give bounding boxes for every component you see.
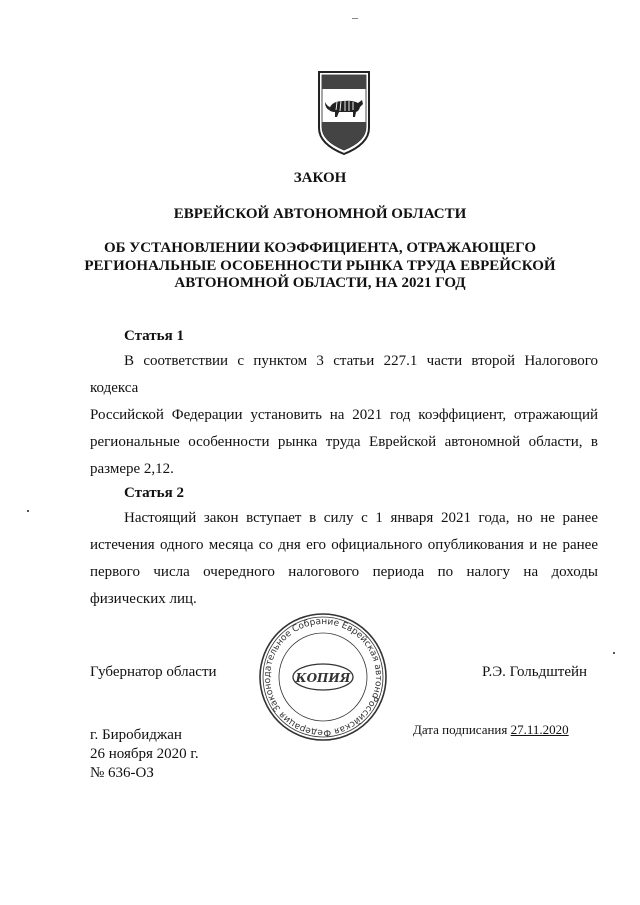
doc-type-title: ЗАКОН [293,170,347,186]
article-body [90,348,598,483]
adoption-date: 26 ноября 2020 г. [90,746,199,762]
scan-speck [613,652,615,654]
official-seal-stamp [258,612,388,742]
scan-speck [27,510,29,512]
seal-ring-text: Российская Федерация Законодательное Собрание Еврейская автономная [262,616,384,738]
article-line: В соответствии с пунктом 3 статьи 227.1 части второй Налогового кодекса [90,353,598,396]
law-number: № 636-ОЗ [90,765,154,781]
region-title: ЕВРЕЙСКОЙ АВТОНОМНОЙ ОБЛАСТИ [173,206,467,222]
subject-line: ОБ УСТАНОВЛЕНИИ КОЭФФИЦИЕНТА, ОТРАЖАЮЩЕГО [103,240,537,256]
article-line: Российской Федерации установить на 2021 год коэффициент, отражающий [90,407,598,423]
signing-date-value: 27.11.2020 [510,722,569,737]
article-heading: Статья 1 [124,328,184,344]
subject-line: АВТОНОМНОЙ ОБЛАСТИ, НА 2021 ГОД [174,275,466,291]
article-line: физических лиц. [90,591,197,607]
article-body [90,505,598,613]
place-date-number [90,726,199,783]
article-line: региональные особенности рынка труда Еврейской автономной области, в [90,434,598,450]
article-line: истечения одного месяца со дня его официального опубликования и не ранее [90,537,598,553]
law-subject-title [0,240,640,293]
seal-center-text: КОПИЯ [295,671,351,685]
article-line: Настоящий закон вступает в силу с 1 января 2021 года, но не ранее [124,510,598,526]
signing-date [413,722,569,738]
city: г. Биробиджан [90,727,182,743]
signatory-name: Р.Э. Гольдштейн [482,664,588,680]
article-heading: Статья 2 [124,485,184,501]
coat-of-arms-icon [313,70,375,156]
article-line: размере 2,12. [90,461,174,477]
article-line: первого числа очередного налогового периода по налогу на доходы [90,564,598,580]
signing-label: Дата подписания [413,722,508,737]
signatory-position: Губернатор области [90,664,217,680]
subject-line: РЕГИОНАЛЬНЫЕ ОСОБЕННОСТИ РЫНКА ТРУДА ЕВРЕЙСКОЙ [84,257,556,274]
header-dash: _ [352,6,358,20]
